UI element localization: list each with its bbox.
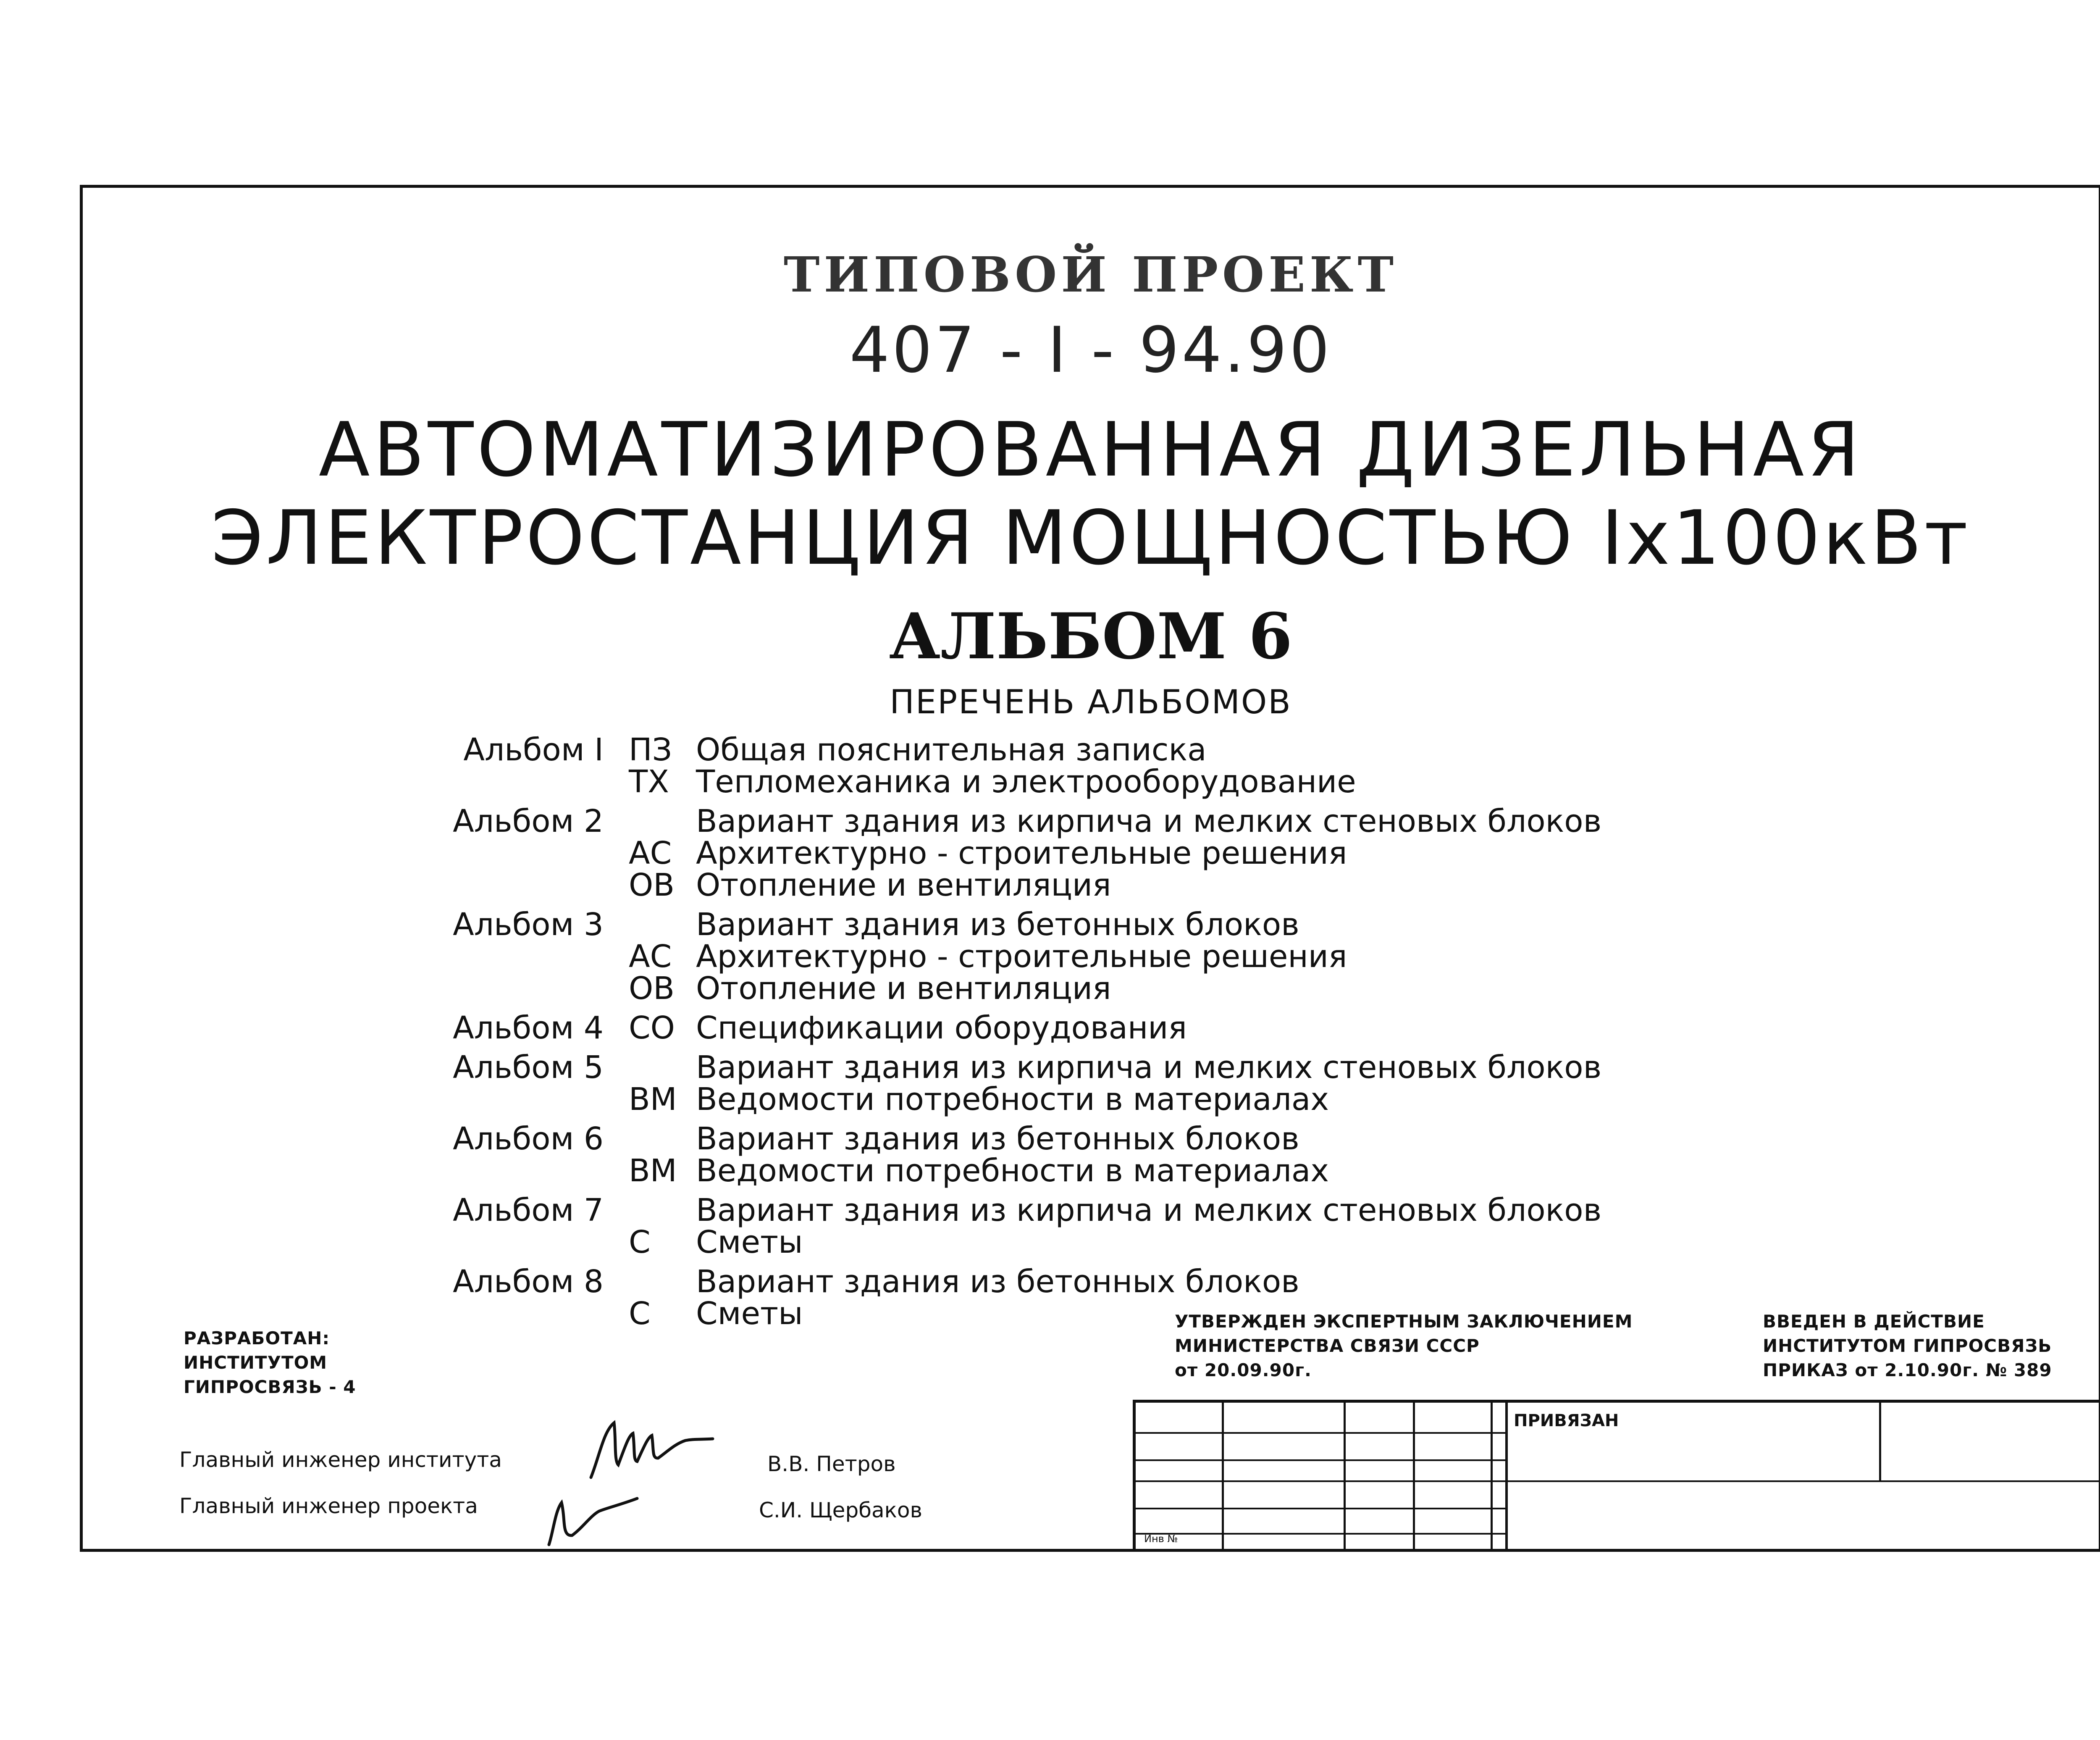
album-row xyxy=(436,805,1780,837)
album-entry xyxy=(436,907,1780,1007)
section-title: Вариант здания из бетонных блоков xyxy=(696,1264,1299,1300)
section-title: Сметы xyxy=(696,1224,803,1260)
album-row xyxy=(436,938,1780,975)
album-row xyxy=(436,1194,1780,1226)
stamp-divider xyxy=(1222,1403,1224,1552)
album-row xyxy=(436,909,1780,941)
handwritten-signature-1 xyxy=(574,1414,725,1486)
album-name: Альбом 3 xyxy=(453,907,604,943)
section-code: ПЗ xyxy=(629,732,672,768)
album-list-title: ПЕРЕЧЕНЬ АЛЬБОМОВ xyxy=(890,683,1292,721)
drawing-sheet-frame xyxy=(80,185,2100,1552)
album-row xyxy=(436,970,1780,1007)
section-title: Сметы xyxy=(696,1296,803,1332)
stamp-divider xyxy=(1491,1403,1493,1552)
approved-line: от 20.09.90г. xyxy=(1175,1360,1312,1380)
section-title: Архитектурно - строительные решения xyxy=(696,835,1347,871)
section-title: Вариант здания из кирпича и мелких стеновых блоков xyxy=(696,1049,1602,1086)
section-title: Вариант здания из кирпича и мелких стеновых блоков xyxy=(696,1192,1602,1228)
section-code: ТХ xyxy=(629,764,669,800)
album-entry xyxy=(436,805,1780,901)
stamp-row-line xyxy=(1136,1432,1505,1434)
approved-line: УТВЕРЖДЕН ЭКСПЕРТНЫМ ЗАКЛЮЧЕНИЕМ xyxy=(1175,1311,1633,1332)
section-code: ОВ xyxy=(629,867,675,903)
introduced-line: ВВЕДЕН В ДЕЙСТВИЕ xyxy=(1763,1311,1985,1332)
album-name: Альбом 2 xyxy=(453,803,604,839)
album-row xyxy=(436,1123,1780,1155)
introduced-line: ИНСТИТУТОМ ГИПРОСВЯЗЬ xyxy=(1763,1335,2052,1356)
album-row xyxy=(436,1226,1780,1258)
developed-line: ИНСТИТУТОМ xyxy=(184,1352,328,1373)
album-entry xyxy=(436,1194,1780,1258)
section-code: АС xyxy=(629,938,672,975)
developed-line: ГИПРОСВЯЗЬ - 4 xyxy=(184,1377,356,1397)
section-code: АС xyxy=(629,835,672,871)
album-name: Альбом 6 xyxy=(453,1121,604,1157)
album-row xyxy=(436,734,1780,766)
album-list xyxy=(436,734,1780,1337)
album-row xyxy=(436,1155,1780,1187)
approved-block xyxy=(1175,1309,1633,1383)
introduced-line: ПРИКАЗ от 2.10.90г. № 389 xyxy=(1763,1360,2052,1380)
album-entry xyxy=(436,734,1780,798)
album-name: Альбом I xyxy=(463,732,604,768)
signature-name-2: С.И. Щербаков xyxy=(759,1498,922,1522)
handwritten-signature-2 xyxy=(536,1486,646,1553)
inventory-number-label: Инв № xyxy=(1144,1533,1178,1545)
album-row xyxy=(436,1266,1780,1298)
section-code: С xyxy=(629,1296,651,1332)
section-title: Спецификации оборудования xyxy=(696,1010,1187,1046)
album-row xyxy=(436,837,1780,869)
section-code: С xyxy=(629,1224,651,1260)
developed-by-block xyxy=(184,1326,356,1399)
introduced-block xyxy=(1763,1309,2052,1383)
album-row xyxy=(436,766,1780,798)
stamp-row-line xyxy=(1136,1459,1505,1461)
album-row xyxy=(436,1012,1780,1044)
signature-name-1: В.В. Петров xyxy=(767,1452,896,1476)
title-line-2: ЭЛЕКТРОСТАНЦИЯ МОЩНОСТЬЮ Iх100кВт xyxy=(211,494,1971,581)
album-title: АЛЬБОМ 6 xyxy=(889,599,1293,673)
section-title: Ведомости потребности в материалах xyxy=(696,1081,1329,1117)
album-row xyxy=(436,1049,1780,1086)
section-title: Отопление и вентиляция xyxy=(696,867,1111,903)
album-name: Альбом 7 xyxy=(453,1192,604,1228)
section-title: Архитектурно - строительные решения xyxy=(696,938,1347,975)
section-title: Общая пояснительная записка xyxy=(696,732,1207,768)
album-entry xyxy=(436,1051,1780,1115)
stamp-divider xyxy=(1879,1403,1881,1480)
bound-label: ПРИВЯЗАН xyxy=(1514,1411,1619,1430)
album-row xyxy=(436,869,1780,901)
developed-line: РАЗРАБОТАН: xyxy=(184,1328,330,1348)
title-block-stamp xyxy=(1133,1400,2100,1552)
stamp-row-line xyxy=(1136,1480,2100,1482)
section-title: Вариант здания из бетонных блоков xyxy=(696,907,1299,943)
section-title: Вариант здания из кирпича и мелких стеновых блоков xyxy=(696,803,1602,839)
signature-role-2: Главный инженер проекта xyxy=(179,1494,478,1518)
section-code: ВМ xyxy=(629,1153,677,1189)
section-title: Тепломеханика и электрооборудование xyxy=(696,764,1356,800)
section-title: Вариант здания из бетонных блоков xyxy=(696,1121,1299,1157)
approved-line: МИНИСТЕРСТВА СВЯЗИ СССР xyxy=(1175,1335,1480,1356)
section-code: ВМ xyxy=(629,1081,677,1117)
album-name: Альбом 5 xyxy=(453,1049,604,1086)
album-entry xyxy=(436,1123,1780,1187)
project-number: 407 - I - 94.90 xyxy=(849,314,1332,387)
section-code: ОВ xyxy=(629,970,675,1007)
stamp-divider xyxy=(1344,1403,1346,1552)
stamp-divider xyxy=(1505,1403,1508,1552)
section-title: Отопление и вентиляция xyxy=(696,970,1111,1007)
album-name: Альбом 8 xyxy=(453,1264,604,1300)
stamp-divider xyxy=(1413,1403,1415,1552)
section-title: Ведомости потребности в материалах xyxy=(696,1153,1329,1189)
signature-role-1: Главный инженер института xyxy=(179,1448,502,1472)
stamp-row-line xyxy=(1136,1508,1505,1509)
album-row xyxy=(436,1083,1780,1115)
album-name: Альбом 4 xyxy=(453,1010,604,1046)
section-code: СО xyxy=(629,1010,675,1046)
type-label: ТИПОВОЙ ПРОЕКТ xyxy=(783,247,1398,303)
album-entry xyxy=(436,1012,1780,1044)
title-line-1: АВТОМАТИЗИРОВАННАЯ ДИЗЕЛЬНАЯ xyxy=(318,406,1863,493)
stamp-row-line xyxy=(1136,1533,1505,1535)
